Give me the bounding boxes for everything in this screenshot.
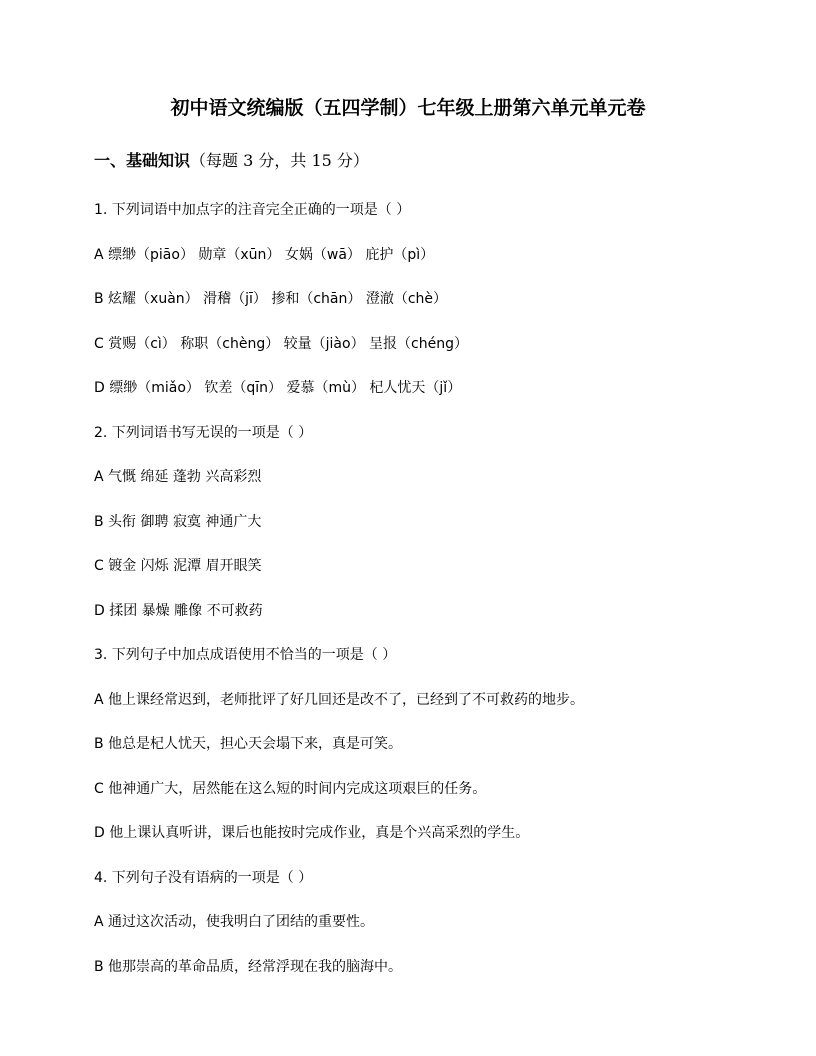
question-3-option-a: A 他上课经常迟到，老师批评了好几回还是改不了，已经到了不可救药的地步。: [94, 691, 585, 708]
section-heading-note: （每题 3 分，共 15 分）: [190, 151, 369, 170]
question-1-option-a: A 缥缈（piāo） 勋章（xūn） 女娲（wā） 庇护（pì）: [94, 246, 435, 263]
question-3-option-b: B 他总是杞人忧天，担心天会塌下来，真是可笑。: [94, 736, 403, 752]
question-3-option-c: C 他神通广大，居然能在这么短的时间内完成这项艰巨的任务。: [94, 780, 487, 797]
question-4-option-a: A 通过这次活动，使我明白了团结的重要性。: [94, 914, 375, 930]
question-2-option-a: A 气慨 绵延 蓬勃 兴高彩烈: [94, 469, 262, 485]
section-heading: [94, 148, 369, 174]
question-2-option-d: D 揉团 暴燥 雕像 不可救药: [94, 602, 263, 619]
section-heading-label: 一、基础知识: [94, 151, 191, 170]
question-1-option-d: D 缥缈（miǎo） 钦差（qīn） 爱慕（mù） 杞人忧天（jǐ）: [94, 380, 462, 396]
question-4-stem: 4. 下列句子没有语病的一项是（ ）: [94, 869, 313, 886]
question-1-option-b: B 炫耀（xuàn） 滑稽（jī） 掺和（chān） 澄澈（chè）: [94, 291, 447, 307]
question-1-option-c: C 赏赐（cì） 称职（chèng） 较量（jiào） 呈报（chéng）: [94, 335, 468, 352]
page-title: 初中语文统编版（五四学制）七年级上册第六单元单元卷: [170, 97, 646, 119]
question-3-option-d: D 他上课认真听讲，课后也能按时完成作业，真是个兴高采烈的学生。: [94, 825, 530, 841]
question-3-stem: 3. 下列句子中加点成语使用不恰当的一项是（ ）: [94, 647, 397, 663]
question-1-stem: 1. 下列词语中加点字的注音完全正确的一项是（ ）: [94, 202, 411, 218]
question-list: [94, 196, 794, 997]
question-2-option-c: C 镀金 闪烁 泥潭 眉开眼笑: [94, 558, 262, 574]
question-2-option-b: B 头衔 御聘 寂寞 神通广大: [94, 513, 262, 530]
question-4-option-b: B 他那崇高的革命品质，经常浮现在我的脑海中。: [94, 958, 403, 975]
question-2-stem: 2. 下列词语书写无误的一项是（ ）: [94, 424, 313, 441]
